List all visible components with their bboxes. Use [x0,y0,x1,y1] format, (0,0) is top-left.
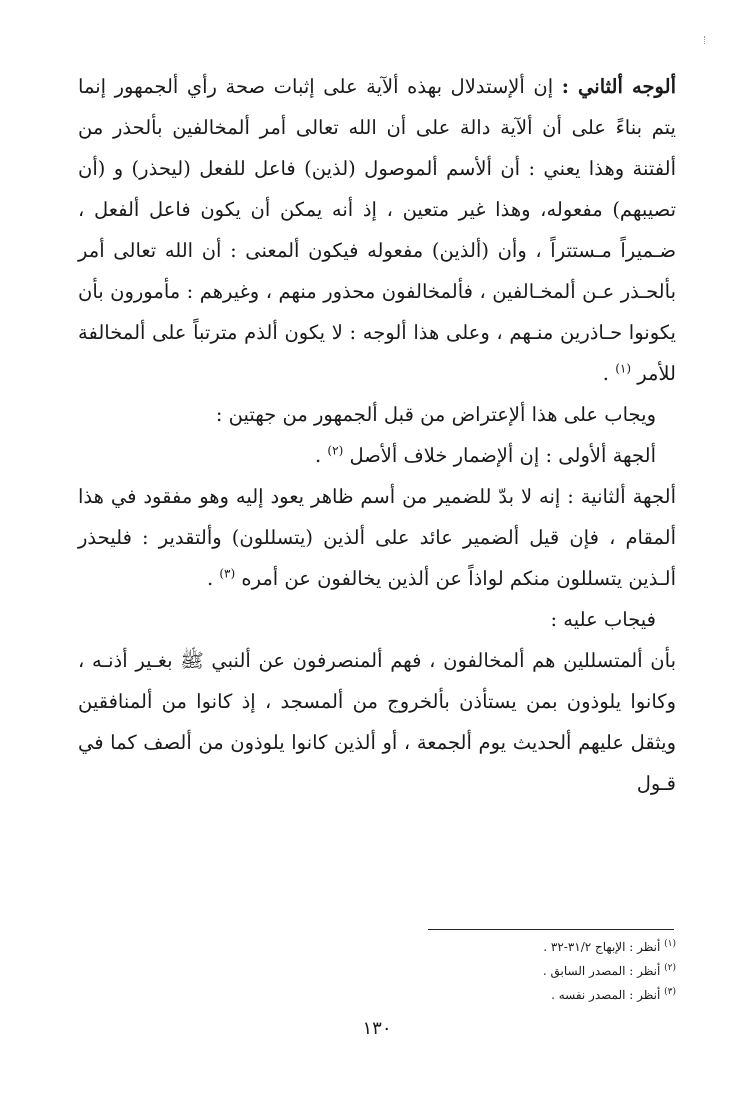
paragraph-4-text: ألجهة ألثانية : إنه لا بدّ للضمير من أسم ظاهر يعود إليه وهو مفقود في هذا ألمقام ، فإن قيل ألضمير عائد على ألذين (يتسللون) وألتقدير : فليحذر ألـذين يتسللون منكم لواذاً عن ألذين يخالفون عن أمره [78,485,676,590]
footnote-1 [400,935,676,959]
page-number: ١٣٠ [362,1018,392,1039]
footnote-number: (٣) [664,987,676,997]
paragraph-5: فيجاب عليه : [550,608,656,631]
footnote-ref-3[interactable]: (٣) [219,566,236,581]
footnote-text: أنظر : الإبهاج ٣١/٢-٣٢ . [543,940,661,954]
footnote-ref-2[interactable]: (٢) [327,443,344,458]
paragraph-4-end: . [206,567,220,590]
footnote-number: (١) [664,939,676,949]
paragraph-1 [78,66,676,394]
paragraph-1-text: إن ألإستدلال بهذه ألآية على إثبات صحة رأي ألجمهور إنما يتم بناءً على أن ألآية دالة على أن الله تعالى أمر ألمخالفين بألحذر من ألفتنة وهذا يعني : أن ألأسم ألموصول (لذين) فاعل للفعل (ليحذر) و (أن تصيبهم) مفعوله، وهذا غير متعين ، إذ أنه يمكن أن يكون فاعل ألفعل ، ضـميراً مـستتراً ، وأن (ألذين) مفعوله فيكون ألمعنى : أن الله تعالى أمر بألحـذر عـن ألمخـالفين ، فألمخالفون محذور منهم ، وغيرهم : مأمورون بأن يكونوا حـاذرين منـهم ، وعلى هذا ألوجه : لا يكون ألذم مترتباً على ألمخالفة للأمر [78,75,676,385]
footnote-3 [400,983,676,1007]
section-heading: ألوجه ألثاني : [561,75,676,98]
footnote-2 [400,959,676,983]
footnote-ref-1[interactable]: (١) [615,361,632,376]
footnote-number: (٢) [664,963,676,973]
paragraph-1-end: . [602,362,616,385]
footnote-text: أنظر : المصدر السابق . [542,964,661,978]
paragraph-3 [78,435,676,476]
footnotes [400,935,676,1007]
paragraph-3-end: . [315,444,328,467]
paragraph-2: ويجاب على هذا ألإعتراض من قبل ألجمهور من جهتين : [215,403,656,426]
main-text [78,66,676,804]
paragraph-6: بأن ألمتسللين هم ألمخالفون ، فهم ألمنصرفون عن ألنبي ﷺ بغـير أذنـه ، وكانوا يلوذون بمن يستأذن بألخروج من ألمسجد ، إذ كانوا من ألمنافقين ويثقل عليهم ألحديث يوم ألجمعة ، أو ألذين كانوا يلوذون من ألصف كما في قـول [78,649,676,795]
footnote-text: أنظر : المصدر نفسه . [551,988,661,1002]
paragraph-4 [78,476,676,599]
paragraph-3-text: ألجهة ألأولى : إن ألإضمار خلاف ألأصل [349,444,656,467]
footnote-divider [428,929,674,930]
scan-mark [704,36,708,44]
